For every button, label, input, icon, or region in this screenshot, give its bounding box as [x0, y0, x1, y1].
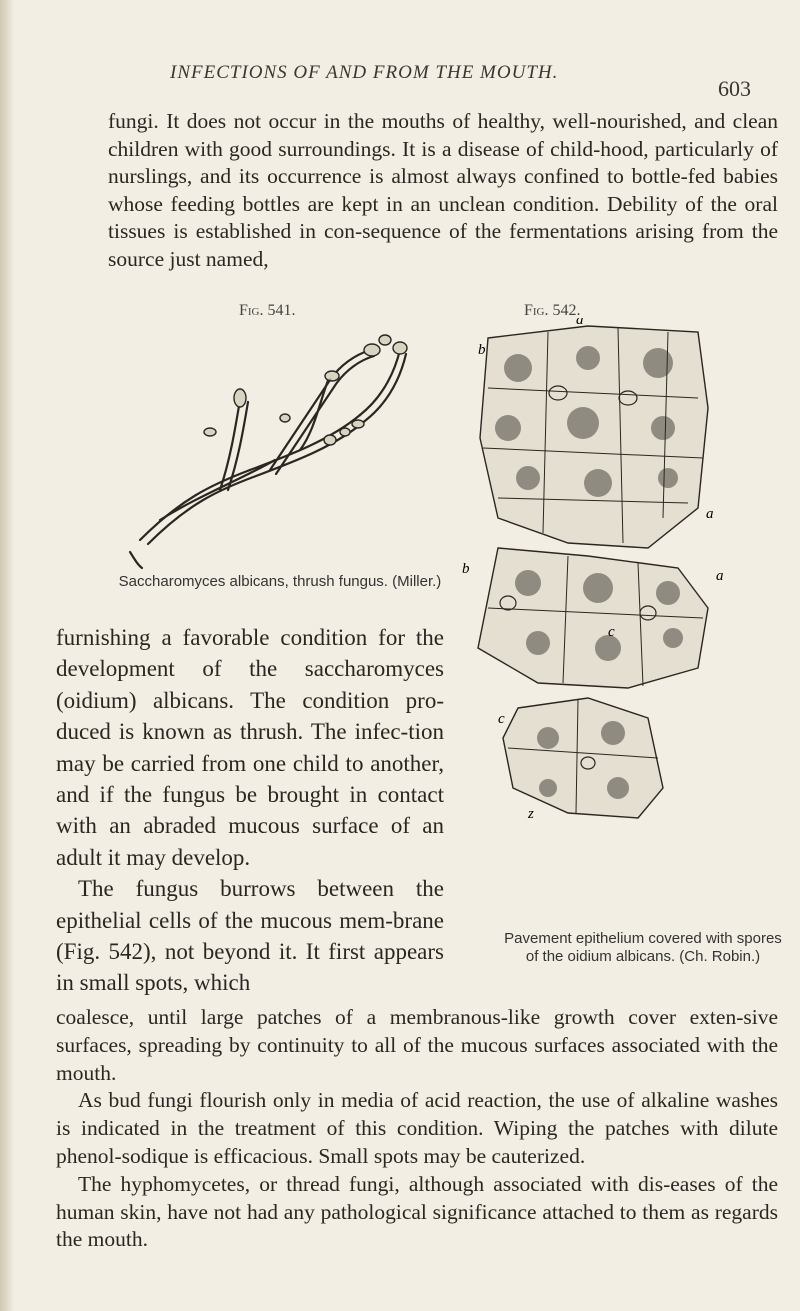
page-number: 603 [718, 76, 751, 101]
fig-542-letter-b-top: b [478, 342, 486, 358]
paragraph-top: fungi. It does not occur in the mouths of healthy, well-nourished, and clean children with good surroundings. It is a disease of child-hood, particularly of nurslings, and its occurrence is almost always confined to bottle-fed babies whose feeding bottles are kept in an unclean condition. Debility of the oral tissues is established in con-sequence of the fermentations arising from the source just named, [108, 109, 778, 271]
fig-542-letter-c-mid: c [608, 624, 615, 640]
bottom-paragraph-2: As bud fungi flourish only in media of acid reaction, the use of alkaline washes is indicated in the treatment of this condition. Wiping the patches with dilute phenol-sodique is efficacious. Small spots may be cauterized. [56, 1088, 778, 1168]
bottom-text [56, 1004, 778, 1254]
fig-541-caption: Saccharomyces albicans, thrush fungus. (Miller.) [118, 573, 442, 590]
bottom-paragraph-1: coalesce, until large patches of a membranous-like growth cover exten-sive surfaces, spreading by continuity to all of the mucous surfaces associated with the mouth. [56, 1005, 778, 1085]
fig-542-letter-a-right: a [706, 506, 714, 522]
fig-542-label: Fig. 542. [524, 302, 581, 319]
fig-542-letter-c-left: c [498, 711, 505, 727]
fig-541-illustration [100, 320, 460, 570]
fig-541-label: Fig. 541. [239, 302, 296, 319]
fig-542-caption: Pavement epithelium covered with spores of the oidium albicans. (Ch. Robin.) [504, 930, 782, 965]
fig-542-illustration [448, 318, 738, 918]
fig-542-letter-z: z [528, 806, 534, 822]
column-text [56, 622, 444, 999]
column-paragraph-1: furnishing a favorable condition for the development of the saccharomyces (oidium) albicans. The condition pro-duced is known as thrush. The infec-tion may be carried from one child to another, and if the fungus be brought in contact with an abraded mucous surface of an adult it may develop. [56, 625, 444, 870]
running-header: INFECTIONS OF AND FROM THE MOUTH. [170, 62, 559, 83]
fig-542-letter-b-left: b [462, 561, 470, 577]
fig-542-letter-a-top: a [576, 318, 584, 328]
column-paragraph-2: The fungus burrows between the epithelial cells of the mucous mem-brane (Fig. 542), not beyond it. It first appears in small spots, which [56, 876, 444, 996]
page-gutter-shadow [0, 0, 14, 1311]
bottom-paragraph-3: The hyphomycetes, or thread fungi, although associated with dis-eases of the human skin, have not had any pathological significance attached to them as regards the mouth. [56, 1171, 778, 1252]
fig-542-letter-a-right2: a [716, 568, 724, 584]
